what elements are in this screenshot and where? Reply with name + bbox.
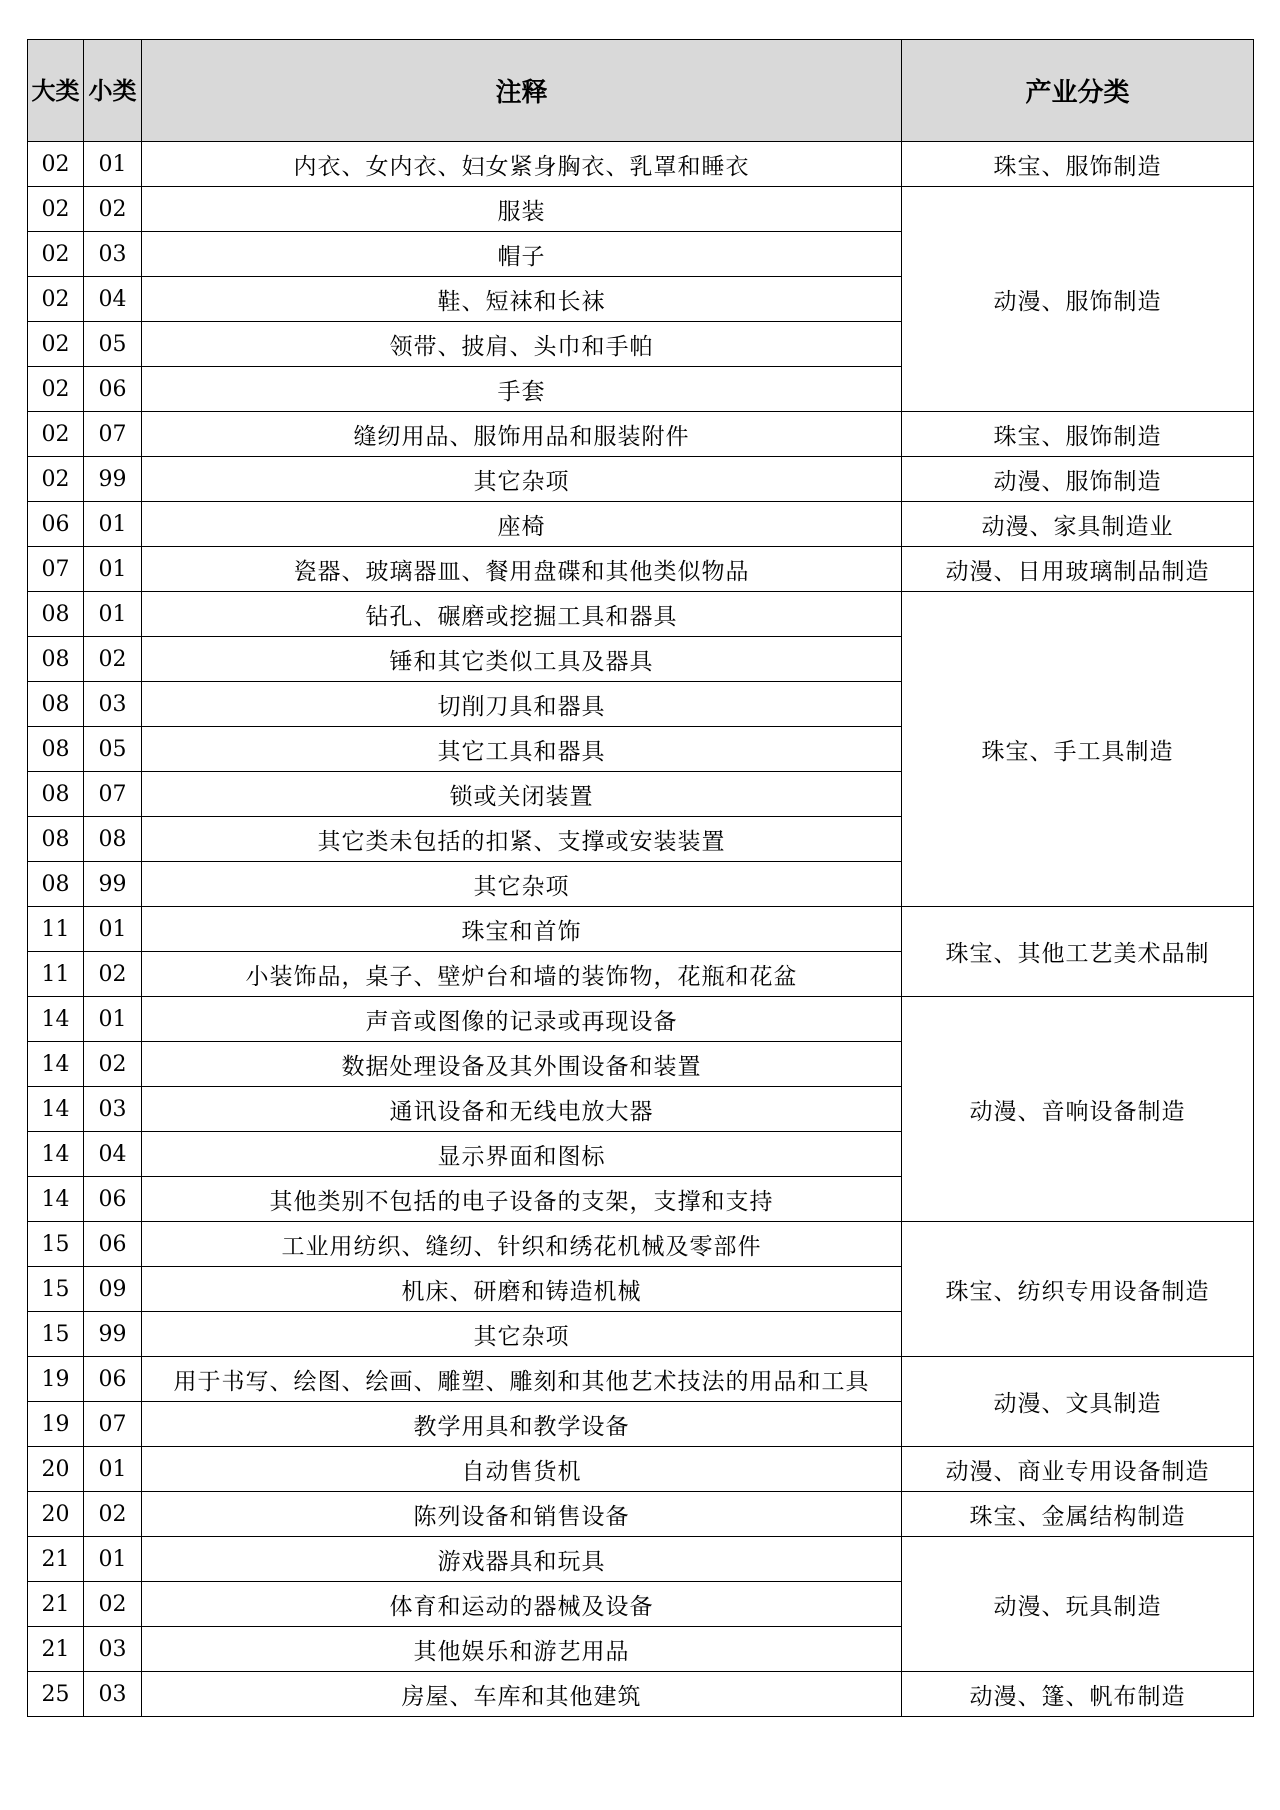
table-row (28, 997, 1254, 1042)
minor-class-cell: 99 (84, 457, 142, 502)
note-cell: 瓷器、玻璃器皿、餐用盘碟和其他类似物品 (142, 547, 902, 592)
table-row (28, 142, 1254, 187)
note-cell: 鞋、短袜和长袜 (142, 277, 902, 322)
minor-class-cell: 08 (84, 817, 142, 862)
minor-class-cell: 01 (84, 142, 142, 187)
note-cell: 其它类未包括的扣紧、支撑或安装装置 (142, 817, 902, 862)
minor-class-cell: 99 (84, 1312, 142, 1357)
note-cell: 锁或关闭装置 (142, 772, 902, 817)
table-row (28, 907, 1254, 952)
major-class-cell: 25 (28, 1672, 84, 1717)
major-class-cell: 14 (28, 1087, 84, 1132)
minor-class-cell: 01 (84, 1537, 142, 1582)
major-class-cell: 11 (28, 907, 84, 952)
industry-cell: 动漫、日用玻璃制品制造 (902, 547, 1254, 592)
header-note: 注释 (142, 40, 902, 142)
minor-class-cell: 07 (84, 772, 142, 817)
major-class-cell: 15 (28, 1312, 84, 1357)
table-row (28, 592, 1254, 637)
table-body (28, 142, 1254, 1717)
industry-cell: 动漫、服饰制造 (902, 187, 1254, 412)
minor-class-cell: 04 (84, 1132, 142, 1177)
minor-class-cell: 05 (84, 322, 142, 367)
table-row (28, 1537, 1254, 1582)
minor-class-cell: 02 (84, 1042, 142, 1087)
minor-class-cell: 04 (84, 277, 142, 322)
table-row (28, 412, 1254, 457)
minor-class-cell: 06 (84, 1357, 142, 1402)
classification-table (27, 39, 1254, 1717)
major-class-cell: 08 (28, 637, 84, 682)
minor-class-cell: 09 (84, 1267, 142, 1312)
note-cell: 自动售货机 (142, 1447, 902, 1492)
table-row (28, 1492, 1254, 1537)
note-cell: 其它杂项 (142, 1312, 902, 1357)
major-class-cell: 21 (28, 1627, 84, 1672)
major-class-cell: 02 (28, 412, 84, 457)
industry-cell: 动漫、玩具制造 (902, 1537, 1254, 1672)
minor-class-cell: 06 (84, 367, 142, 412)
major-class-cell: 06 (28, 502, 84, 547)
major-class-cell: 02 (28, 277, 84, 322)
minor-class-cell: 03 (84, 1627, 142, 1672)
note-cell: 其他类别不包括的电子设备的支架，支撑和支持 (142, 1177, 902, 1222)
major-class-cell: 14 (28, 1042, 84, 1087)
major-class-cell: 20 (28, 1492, 84, 1537)
note-cell: 通讯设备和无线电放大器 (142, 1087, 902, 1132)
note-cell: 珠宝和首饰 (142, 907, 902, 952)
note-cell: 陈列设备和销售设备 (142, 1492, 902, 1537)
major-class-cell: 15 (28, 1222, 84, 1267)
note-cell: 数据处理设备及其外围设备和装置 (142, 1042, 902, 1087)
minor-class-cell: 07 (84, 1402, 142, 1447)
major-class-cell: 08 (28, 727, 84, 772)
minor-class-cell: 05 (84, 727, 142, 772)
note-cell: 小装饰品，桌子、壁炉台和墙的装饰物，花瓶和花盆 (142, 952, 902, 997)
note-cell: 其它杂项 (142, 862, 902, 907)
note-cell: 手套 (142, 367, 902, 412)
major-class-cell: 20 (28, 1447, 84, 1492)
table-row (28, 547, 1254, 592)
major-class-cell: 15 (28, 1267, 84, 1312)
major-class-cell: 02 (28, 187, 84, 232)
industry-cell: 珠宝、服饰制造 (902, 142, 1254, 187)
note-cell: 其它杂项 (142, 457, 902, 502)
note-cell: 用于书写、绘图、绘画、雕塑、雕刻和其他艺术技法的用品和工具 (142, 1357, 902, 1402)
table-row (28, 1357, 1254, 1402)
note-cell: 帽子 (142, 232, 902, 277)
minor-class-cell: 03 (84, 682, 142, 727)
major-class-cell: 02 (28, 232, 84, 277)
minor-class-cell: 03 (84, 1672, 142, 1717)
note-cell: 房屋、车库和其他建筑 (142, 1672, 902, 1717)
major-class-cell: 02 (28, 457, 84, 502)
minor-class-cell: 03 (84, 1087, 142, 1132)
minor-class-cell: 03 (84, 232, 142, 277)
major-class-cell: 21 (28, 1537, 84, 1582)
note-cell: 教学用具和教学设备 (142, 1402, 902, 1447)
minor-class-cell: 07 (84, 412, 142, 457)
major-class-cell: 14 (28, 1132, 84, 1177)
note-cell: 机床、研磨和铸造机械 (142, 1267, 902, 1312)
industry-cell: 珠宝、金属结构制造 (902, 1492, 1254, 1537)
industry-cell: 动漫、音响设备制造 (902, 997, 1254, 1222)
note-cell: 座椅 (142, 502, 902, 547)
note-cell: 切削刀具和器具 (142, 682, 902, 727)
note-cell: 工业用纺织、缝纫、针织和绣花机械及零部件 (142, 1222, 902, 1267)
industry-cell: 珠宝、手工具制造 (902, 592, 1254, 907)
minor-class-cell: 02 (84, 187, 142, 232)
table-row (28, 457, 1254, 502)
note-cell: 缝纫用品、服饰用品和服装附件 (142, 412, 902, 457)
minor-class-cell: 01 (84, 997, 142, 1042)
industry-cell: 动漫、商业专用设备制造 (902, 1447, 1254, 1492)
table-row (28, 1222, 1254, 1267)
minor-class-cell: 06 (84, 1222, 142, 1267)
major-class-cell: 07 (28, 547, 84, 592)
industry-cell: 动漫、家具制造业 (902, 502, 1254, 547)
industry-cell: 动漫、文具制造 (902, 1357, 1254, 1447)
table-row (28, 187, 1254, 232)
minor-class-cell: 02 (84, 1582, 142, 1627)
table-header-row (28, 40, 1254, 142)
major-class-cell: 02 (28, 322, 84, 367)
industry-cell: 珠宝、服饰制造 (902, 412, 1254, 457)
note-cell: 游戏器具和玩具 (142, 1537, 902, 1582)
minor-class-cell: 02 (84, 952, 142, 997)
major-class-cell: 08 (28, 862, 84, 907)
note-cell: 服装 (142, 187, 902, 232)
minor-class-cell: 01 (84, 547, 142, 592)
minor-class-cell: 01 (84, 502, 142, 547)
minor-class-cell: 01 (84, 907, 142, 952)
major-class-cell: 08 (28, 682, 84, 727)
note-cell: 其他娱乐和游艺用品 (142, 1627, 902, 1672)
major-class-cell: 08 (28, 817, 84, 862)
note-cell: 钻孔、碾磨或挖掘工具和器具 (142, 592, 902, 637)
major-class-cell: 21 (28, 1582, 84, 1627)
industry-cell: 动漫、服饰制造 (902, 457, 1254, 502)
industry-cell: 动漫、篷、帆布制造 (902, 1672, 1254, 1717)
major-class-cell: 11 (28, 952, 84, 997)
table-row (28, 502, 1254, 547)
major-class-cell: 02 (28, 367, 84, 412)
header-major-class: 大类 (28, 40, 84, 142)
industry-cell: 珠宝、纺织专用设备制造 (902, 1222, 1254, 1357)
note-cell: 其它工具和器具 (142, 727, 902, 772)
note-cell: 显示界面和图标 (142, 1132, 902, 1177)
major-class-cell: 14 (28, 1177, 84, 1222)
major-class-cell: 19 (28, 1357, 84, 1402)
note-cell: 内衣、女内衣、妇女紧身胸衣、乳罩和睡衣 (142, 142, 902, 187)
minor-class-cell: 06 (84, 1177, 142, 1222)
header-industry: 产业分类 (902, 40, 1254, 142)
major-class-cell: 14 (28, 997, 84, 1042)
minor-class-cell: 01 (84, 1447, 142, 1492)
minor-class-cell: 99 (84, 862, 142, 907)
note-cell: 声音或图像的记录或再现设备 (142, 997, 902, 1042)
note-cell: 领带、披肩、头巾和手帕 (142, 322, 902, 367)
industry-cell: 珠宝、其他工艺美术品制 (902, 907, 1254, 997)
minor-class-cell: 02 (84, 1492, 142, 1537)
note-cell: 锤和其它类似工具及器具 (142, 637, 902, 682)
major-class-cell: 19 (28, 1402, 84, 1447)
minor-class-cell: 01 (84, 592, 142, 637)
major-class-cell: 08 (28, 592, 84, 637)
major-class-cell: 02 (28, 142, 84, 187)
major-class-cell: 08 (28, 772, 84, 817)
minor-class-cell: 02 (84, 637, 142, 682)
header-minor-class: 小类 (84, 40, 142, 142)
table-row (28, 1447, 1254, 1492)
note-cell: 体育和运动的器械及设备 (142, 1582, 902, 1627)
table-row (28, 1672, 1254, 1717)
